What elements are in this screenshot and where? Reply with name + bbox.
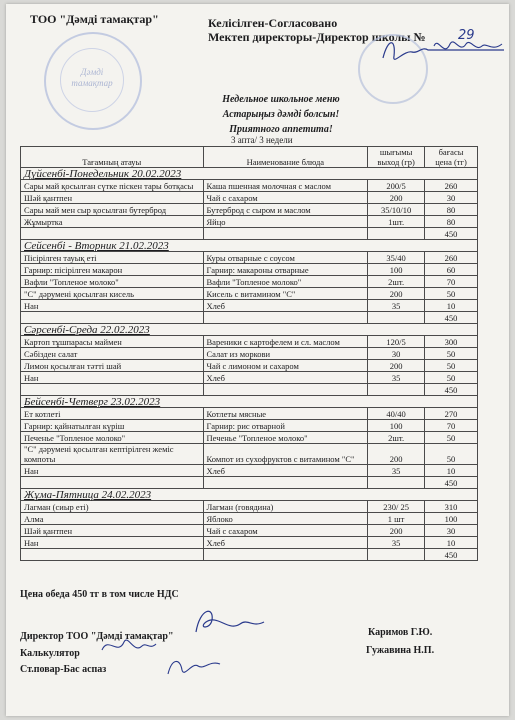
dish-yield: 120/5 <box>368 336 425 348</box>
dish-name-kz: Лагман (сиыр еті) <box>21 501 204 513</box>
dish-yield: 35 <box>368 537 425 549</box>
table-row <box>21 444 478 465</box>
table-row <box>21 264 478 276</box>
day-title: Сәрсенбі-Среда 22.02.2023 <box>21 324 478 336</box>
dish-yield: 200 <box>368 288 425 300</box>
dish-name-ru: Печенье "Топленое молоко" <box>203 432 368 444</box>
empty-cell <box>368 384 425 396</box>
dish-yield: 230/ 25 <box>368 501 425 513</box>
dish-price: 50 <box>425 372 478 384</box>
table-row <box>21 180 478 192</box>
day-total-price: 450 <box>425 228 478 240</box>
dish-name-kz: Гарнир: қайнатылған күріш <box>21 420 204 432</box>
cook-signature <box>164 652 224 682</box>
day-total-price: 450 <box>425 477 478 489</box>
dish-yield: 200 <box>368 525 425 537</box>
dish-price: 80 <box>425 216 478 228</box>
dish-name-ru: Лагман (говядина) <box>203 501 368 513</box>
empty-cell <box>21 477 204 489</box>
table-row <box>21 525 478 537</box>
dish-price: 50 <box>425 288 478 300</box>
dish-price: 50 <box>425 432 478 444</box>
dish-yield: 100 <box>368 264 425 276</box>
day-title: Бейсенбі-Четверг 23.02.2023 <box>21 396 478 408</box>
day-total-row <box>21 312 478 324</box>
dish-name-kz: Шәй қантпен <box>21 525 204 537</box>
dish-name-ru: Кисель с витамином "С" <box>203 288 368 300</box>
table-row <box>21 204 478 216</box>
dish-name-ru: Хлеб <box>203 300 368 312</box>
col-price-header <box>425 147 478 168</box>
table-row <box>21 501 478 513</box>
table-row <box>21 276 478 288</box>
dish-price: 10 <box>425 537 478 549</box>
empty-cell <box>203 549 368 561</box>
dish-yield: 100 <box>368 420 425 432</box>
dish-name-kz: Пісірілген тауық еті <box>21 252 204 264</box>
table-row <box>21 216 478 228</box>
day-header-row <box>21 396 478 408</box>
accountant-signature <box>98 632 158 662</box>
dish-yield: 200 <box>368 192 425 204</box>
dish-price: 260 <box>425 180 478 192</box>
table-row <box>21 348 478 360</box>
dish-name-kz: Картоп тұшпарасы маймен <box>21 336 204 348</box>
dish-price: 50 <box>425 348 478 360</box>
title-ru: Недельное школьное меню <box>222 94 340 105</box>
accountant-name: Гужавина Н.П. <box>366 645 435 656</box>
dish-yield: 2шт. <box>368 432 425 444</box>
empty-cell <box>368 312 425 324</box>
day-header-row <box>21 489 478 501</box>
col-kz-header: Тағамның атауы <box>21 147 204 168</box>
day-header-row <box>21 168 478 180</box>
company-name: ТОО "Дәмді тамақтар" <box>30 12 159 26</box>
table-row <box>21 192 478 204</box>
menu-heading <box>156 92 406 137</box>
seal-text: Дәмді тамақтар <box>71 67 113 88</box>
day-total-price: 450 <box>425 549 478 561</box>
dish-yield: 35 <box>368 300 425 312</box>
col-ru-header: Наименование блюда <box>203 147 368 168</box>
col-yield-header <box>368 147 425 168</box>
dish-price: 70 <box>425 276 478 288</box>
dish-name-ru: Бутерброд с сыром и маслом <box>203 204 368 216</box>
dish-price: 60 <box>425 264 478 276</box>
dish-name-kz: Нан <box>21 537 204 549</box>
accountant-label: Калькулятор <box>20 648 80 659</box>
dish-name-ru: Компот из сухофруктов с витамином "С" <box>203 444 368 465</box>
dish-name-ru: Хлеб <box>203 537 368 549</box>
dish-name-kz: "С" дәрумені қосылған кисель <box>21 288 204 300</box>
day-header-row <box>21 324 478 336</box>
dish-name-kz: Печенье "Топленое молоко" <box>21 432 204 444</box>
dish-name-kz: Лимон қосылған тәтті шай <box>21 360 204 372</box>
empty-cell <box>203 228 368 240</box>
empty-cell <box>203 312 368 324</box>
col-price-header-line2: цена (тг) <box>435 157 467 167</box>
dish-price: 270 <box>425 408 478 420</box>
table-row <box>21 432 478 444</box>
day-total-price: 450 <box>425 384 478 396</box>
approval-line-1: Келісілген-Согласовано <box>208 16 338 30</box>
dish-yield: 35/10/10 <box>368 204 425 216</box>
dish-name-ru: Гарнир: макароны отварные <box>203 264 368 276</box>
table-header-row <box>21 147 478 168</box>
dish-name-kz: Алма <box>21 513 204 525</box>
dish-price: 70 <box>425 420 478 432</box>
table-row <box>21 300 478 312</box>
dish-yield: 1 шт <box>368 513 425 525</box>
director-signature-top <box>378 32 508 72</box>
dish-name-kz: Гарнир: пісірілген макарон <box>21 264 204 276</box>
dish-price: 80 <box>425 204 478 216</box>
company-seal <box>44 32 142 130</box>
approval-line-2: Мектеп директоры-Директор школы № <box>208 30 426 44</box>
day-total-row <box>21 549 478 561</box>
empty-cell <box>368 228 425 240</box>
empty-cell <box>21 549 204 561</box>
dish-name-kz: Нан <box>21 465 204 477</box>
dish-yield: 1шт. <box>368 216 425 228</box>
dish-name-ru: Салат из моркови <box>203 348 368 360</box>
table-row <box>21 513 478 525</box>
dish-price: 260 <box>425 252 478 264</box>
price-note: Цена обеда 450 тг в том числе НДС <box>20 589 179 600</box>
dish-yield: 35 <box>368 465 425 477</box>
day-total-row <box>21 477 478 489</box>
dish-name-ru: Хлеб <box>203 465 368 477</box>
day-total-price: 450 <box>425 312 478 324</box>
empty-cell <box>21 228 204 240</box>
empty-cell <box>368 477 425 489</box>
dish-price: 30 <box>425 192 478 204</box>
dish-name-ru: Гарнир: рис отварной <box>203 420 368 432</box>
dish-yield: 200 <box>368 444 425 465</box>
menu-table <box>20 146 478 561</box>
empty-cell <box>203 384 368 396</box>
dish-name-kz: Сары май мен сыр қосылған бутерброд <box>21 204 204 216</box>
dish-price: 10 <box>425 465 478 477</box>
dish-price: 30 <box>425 525 478 537</box>
table-row <box>21 420 478 432</box>
cook-label: Ст.повар-Бас аспаз <box>20 664 107 675</box>
week-label: 3 апта/ 3 недели <box>231 135 293 145</box>
dish-name-ru: Каша пшенная молочная с маслом <box>203 180 368 192</box>
empty-cell <box>21 384 204 396</box>
day-title: Дүйсенбі-Понедельник 20.02.2023 <box>21 168 478 180</box>
day-header-row <box>21 240 478 252</box>
dish-name-kz: Сары май қосылған сүтке піскен тары ботқасы <box>21 180 204 192</box>
dish-name-ru: Куры отварные с соусом <box>203 252 368 264</box>
dish-yield: 40/40 <box>368 408 425 420</box>
title-wish: Приятного аппетита! <box>229 124 333 135</box>
title-kz: Астарыңыз дәмді болсын! <box>222 109 340 120</box>
dish-name-kz: Сәбізден салат <box>21 348 204 360</box>
dish-yield: 35 <box>368 372 425 384</box>
dish-name-kz: Ет котлеті <box>21 408 204 420</box>
director-name: Каримов Г.Ю. <box>368 627 433 638</box>
dish-price: 310 <box>425 501 478 513</box>
seal-inner-ring <box>60 48 124 112</box>
table-row <box>21 336 478 348</box>
menu-document <box>6 4 509 716</box>
dish-name-kz: Жұмыртка <box>21 216 204 228</box>
dish-price: 300 <box>425 336 478 348</box>
dish-name-ru: Хлеб <box>203 372 368 384</box>
table-row <box>21 465 478 477</box>
dish-name-ru: Яблоко <box>203 513 368 525</box>
dish-name-kz: Вафли "Топленое молоко" <box>21 276 204 288</box>
dish-yield: 35/40 <box>368 252 425 264</box>
table-row <box>21 537 478 549</box>
dish-price: 50 <box>425 444 478 465</box>
dish-price: 50 <box>425 360 478 372</box>
table-row <box>21 360 478 372</box>
col-yield-header-line2: выход (гр) <box>377 157 415 167</box>
dish-name-kz: Нан <box>21 300 204 312</box>
dish-name-ru: Вафли "Топленое молоко" <box>203 276 368 288</box>
dish-name-ru: Чай с сахаром <box>203 192 368 204</box>
table-row <box>21 288 478 300</box>
empty-cell <box>368 549 425 561</box>
dish-name-ru: Чай с лимоном и сахаром <box>203 360 368 372</box>
dish-price: 100 <box>425 513 478 525</box>
empty-cell <box>21 312 204 324</box>
dish-yield: 2шт. <box>368 276 425 288</box>
dish-name-kz: "С" дәрумені қосылған кептірілген жеміс компоты <box>21 444 204 465</box>
day-total-row <box>21 228 478 240</box>
dish-yield: 200 <box>368 360 425 372</box>
dish-name-kz: Нан <box>21 372 204 384</box>
col-price-header-line1: бағасы <box>438 147 464 157</box>
school-number: 29 <box>458 28 475 43</box>
dish-name-ru: Котлеты мясные <box>203 408 368 420</box>
dish-name-ru: Вареники с картофелем и сл. маслом <box>203 336 368 348</box>
col-yield-header-line1: шығымы <box>379 147 413 157</box>
dish-name-kz: Шәй қантпен <box>21 192 204 204</box>
day-title: Жұма-Пятница 24.02.2023 <box>21 489 478 501</box>
dish-price: 10 <box>425 300 478 312</box>
dish-yield: 30 <box>368 348 425 360</box>
table-row <box>21 408 478 420</box>
director-signature <box>188 602 268 642</box>
dish-name-ru: Чай с сахаром <box>203 525 368 537</box>
dish-yield: 200/5 <box>368 180 425 192</box>
day-total-row <box>21 384 478 396</box>
empty-cell <box>203 477 368 489</box>
table-row <box>21 252 478 264</box>
director-label: Директор ТОО "Дәмді тамақтар" <box>20 631 174 642</box>
dish-name-ru: Яйцо <box>203 216 368 228</box>
table-row <box>21 372 478 384</box>
day-title: Сейсенбі - Вторник 21.02.2023 <box>21 240 478 252</box>
